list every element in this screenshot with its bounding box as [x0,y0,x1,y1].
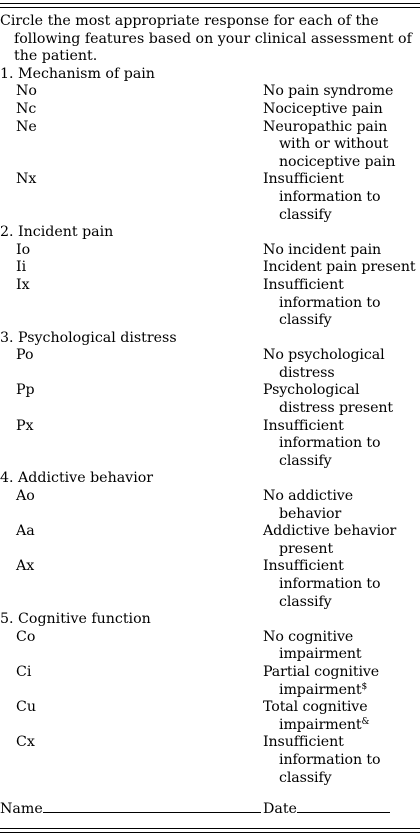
footnote-marker: & [361,716,370,727]
option-description-text: Partial cognitive impairment [263,663,380,698]
option-description-text: No incident pain [263,241,382,258]
response-option[interactable] [0,101,420,119]
option-code[interactable]: Cx [16,734,35,751]
name-label: Name [0,801,43,817]
top-rule-2 [0,7,420,8]
response-option[interactable] [0,119,420,172]
option-description [263,699,420,734]
section-title: 2. Incident pain [0,224,114,241]
response-option[interactable] [0,488,420,523]
option-description [263,558,420,611]
option-description [263,629,420,664]
option-description [263,488,420,523]
response-option[interactable] [0,699,420,734]
response-option[interactable] [0,734,420,787]
response-option[interactable] [0,523,420,558]
name-field[interactable] [0,800,263,819]
option-description-text: No addictive behavior [263,488,354,522]
option-code[interactable]: Io [16,241,31,258]
option-description-text: No pain syndrome [263,83,394,100]
section-title: 4. Addictive behavior [0,470,154,487]
option-code[interactable]: Po [16,347,34,364]
option-code[interactable]: Pp [16,382,35,399]
option-code[interactable]: Px [16,417,34,434]
option-code[interactable]: Nc [16,100,37,117]
option-description [263,242,420,260]
option-code[interactable]: Nx [16,171,37,188]
response-option[interactable] [0,629,420,664]
option-description [263,382,420,417]
signature-row [0,800,420,819]
option-description-text: Psychological distress present [263,382,394,417]
date-field[interactable] [263,800,420,819]
option-description [263,171,420,224]
option-description [263,664,420,699]
section-title: 3. Psychological distress [0,329,177,346]
response-option[interactable] [0,171,420,224]
option-description-text: Insufficient information to classify [263,558,381,610]
option-code[interactable]: Ii [16,259,27,276]
option-code[interactable]: Ix [16,276,30,293]
option-description [263,119,420,172]
option-code[interactable]: Ci [16,663,32,680]
bottom-rule-2 [0,832,420,833]
option-description [263,101,420,119]
option-description [263,523,420,558]
footnote-marker: $ [361,681,368,692]
option-code[interactable]: Aa [16,523,35,540]
form-content [0,13,420,787]
option-code[interactable]: Ao [16,488,35,505]
option-description [263,259,420,277]
option-code[interactable]: Co [16,628,36,645]
name-line[interactable] [43,800,261,813]
option-code[interactable]: Ne [16,118,37,135]
instructions: Circle the most appropriate response for each of the following features based on your clinical assessment of the patient. [0,13,412,65]
response-option[interactable] [0,558,420,611]
response-option[interactable] [0,664,420,699]
response-option[interactable] [0,347,420,382]
option-code[interactable]: Ax [16,558,35,575]
option-description-text: Insufficient information to classify [263,171,381,223]
option-description-text: Insufficient information to classify [263,734,381,786]
date-line[interactable] [297,800,390,813]
option-description [263,734,420,787]
option-description-text: No cognitive impairment [263,628,362,663]
option-code[interactable]: No [16,83,37,100]
response-option[interactable] [0,83,420,101]
date-label: Date [263,801,297,817]
option-description-text: Incident pain present [263,259,416,276]
option-description-text: Insufficient information to classify [263,276,381,329]
section-title: 5. Cognitive function [0,611,151,628]
option-description-text: Addictive behavior present [263,523,397,557]
option-description [263,347,420,382]
option-description-text: Total cognitive impairment [263,699,368,733]
section-title: 1. Mechanism of pain [0,65,155,82]
response-option[interactable] [0,242,420,260]
option-description-text: Nociceptive pain [263,100,383,117]
sections-container [0,66,420,787]
option-description-text: No psychological distress [263,347,385,381]
option-description-text: Neuropathic pain with or without nociceptive pain [263,118,396,170]
option-code[interactable]: Cu [16,699,36,716]
response-option[interactable] [0,277,420,330]
response-option[interactable] [0,382,420,417]
option-description [263,418,420,471]
option-description [263,83,420,101]
response-option[interactable] [0,259,420,277]
top-rule-1 [0,3,420,4]
option-description-text: Insufficient information to classify [263,417,381,469]
option-description [263,277,420,330]
bottom-rule-1 [0,828,420,829]
response-option[interactable] [0,418,420,471]
